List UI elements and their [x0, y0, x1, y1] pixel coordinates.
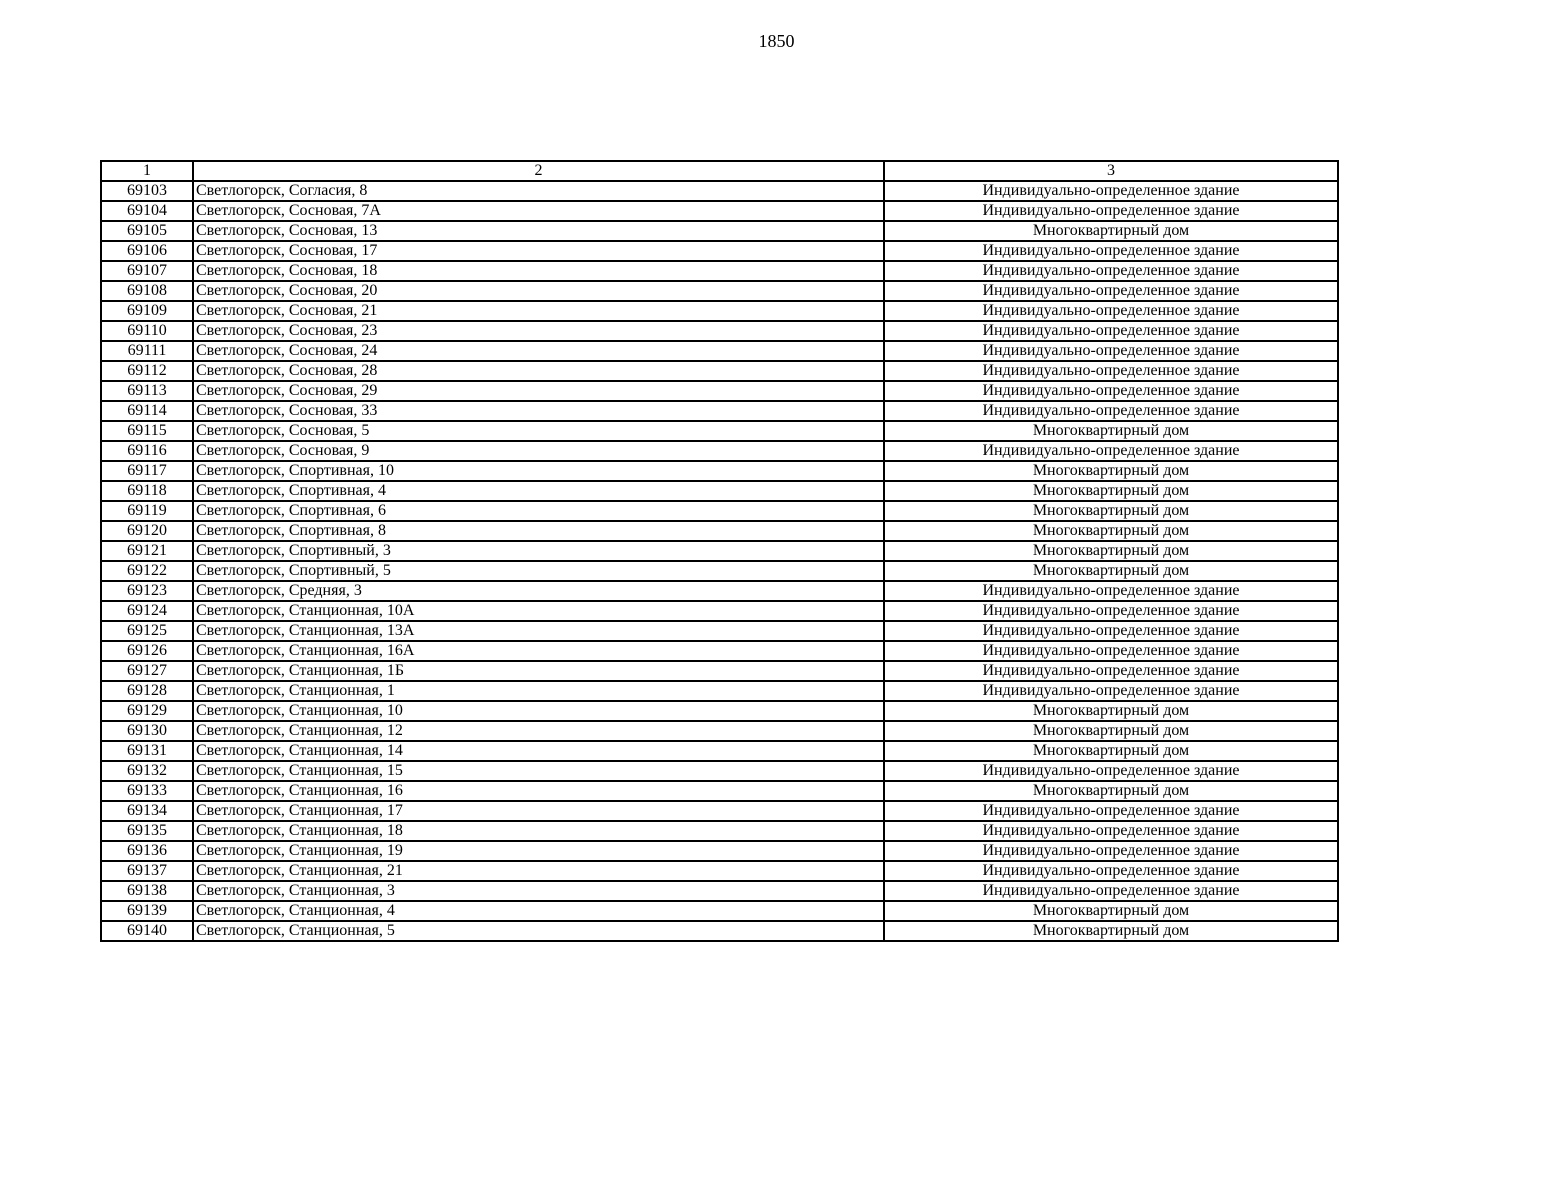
address-cell: Светлогорск, Спортивная, 4 [193, 481, 884, 501]
address-cell: Светлогорск, Станционная, 16А [193, 641, 884, 661]
row-number-cell: 69122 [101, 561, 193, 581]
row-number-cell: 69110 [101, 321, 193, 341]
table-row [101, 521, 1338, 541]
object-type-cell: Многоквартирный дом [884, 481, 1338, 501]
address-cell: Светлогорск, Станционная, 17 [193, 801, 884, 821]
table-row [101, 541, 1338, 561]
address-cell: Светлогорск, Станционная, 1Б [193, 661, 884, 681]
address-cell: Светлогорск, Станционная, 16 [193, 781, 884, 801]
object-type-cell: Многоквартирный дом [884, 741, 1338, 761]
row-number-cell: 69107 [101, 261, 193, 281]
object-type-cell: Индивидуально-определенное здание [884, 861, 1338, 881]
header-cell-1: 1 [101, 161, 193, 181]
address-cell: Светлогорск, Станционная, 13А [193, 621, 884, 641]
object-type-cell: Индивидуально-определенное здание [884, 441, 1338, 461]
row-number-cell: 69105 [101, 221, 193, 241]
object-type-cell: Индивидуально-определенное здание [884, 181, 1338, 201]
object-type-cell: Индивидуально-определенное здание [884, 661, 1338, 681]
address-cell: Светлогорск, Станционная, 14 [193, 741, 884, 761]
object-type-cell: Индивидуально-определенное здание [884, 401, 1338, 421]
address-cell: Светлогорск, Сосновая, 17 [193, 241, 884, 261]
object-type-cell: Индивидуально-определенное здание [884, 681, 1338, 701]
address-cell: Светлогорск, Сосновая, 28 [193, 361, 884, 381]
row-number-cell: 69103 [101, 181, 193, 201]
row-number-cell: 69135 [101, 821, 193, 841]
row-number-cell: 69123 [101, 581, 193, 601]
row-number-cell: 69125 [101, 621, 193, 641]
row-number-cell: 69108 [101, 281, 193, 301]
table-row [101, 461, 1338, 481]
row-number-cell: 69112 [101, 361, 193, 381]
object-type-cell: Многоквартирный дом [884, 221, 1338, 241]
object-type-cell: Индивидуально-определенное здание [884, 361, 1338, 381]
address-cell: Светлогорск, Станционная, 5 [193, 921, 884, 941]
row-number-cell: 69140 [101, 921, 193, 941]
table-row [101, 781, 1338, 801]
row-number-cell: 69137 [101, 861, 193, 881]
table-row [101, 901, 1338, 921]
object-type-cell: Индивидуально-определенное здание [884, 281, 1338, 301]
row-number-cell: 69124 [101, 601, 193, 621]
address-cell: Светлогорск, Сосновая, 29 [193, 381, 884, 401]
address-cell: Светлогорск, Сосновая, 33 [193, 401, 884, 421]
object-type-cell: Многоквартирный дом [884, 421, 1338, 441]
address-cell: Светлогорск, Станционная, 4 [193, 901, 884, 921]
table-row [101, 241, 1338, 261]
row-number-cell: 69132 [101, 761, 193, 781]
registry-table [100, 160, 1339, 942]
table-row [101, 181, 1338, 201]
address-cell: Светлогорск, Спортивный, 3 [193, 541, 884, 561]
address-cell: Светлогорск, Сосновая, 20 [193, 281, 884, 301]
object-type-cell: Индивидуально-определенное здание [884, 241, 1338, 261]
row-number-cell: 69131 [101, 741, 193, 761]
address-cell: Светлогорск, Спортивная, 8 [193, 521, 884, 541]
row-number-cell: 69119 [101, 501, 193, 521]
table-row [101, 921, 1338, 941]
object-type-cell: Индивидуально-определенное здание [884, 201, 1338, 221]
row-number-cell: 69117 [101, 461, 193, 481]
table-row [101, 421, 1338, 441]
address-cell: Светлогорск, Станционная, 10 [193, 701, 884, 721]
address-cell: Светлогорск, Станционная, 15 [193, 761, 884, 781]
table-row [101, 201, 1338, 221]
row-number-cell: 69127 [101, 661, 193, 681]
row-number-cell: 69138 [101, 881, 193, 901]
row-number-cell: 69116 [101, 441, 193, 461]
object-type-cell: Индивидуально-определенное здание [884, 641, 1338, 661]
object-type-cell: Многоквартирный дом [884, 701, 1338, 721]
address-cell: Светлогорск, Сосновая, 13 [193, 221, 884, 241]
object-type-cell: Индивидуально-определенное здание [884, 821, 1338, 841]
table-row [101, 581, 1338, 601]
table-row [101, 881, 1338, 901]
row-number-cell: 69133 [101, 781, 193, 801]
table-row [101, 301, 1338, 321]
object-type-cell: Многоквартирный дом [884, 921, 1338, 941]
object-type-cell: Индивидуально-определенное здание [884, 301, 1338, 321]
table-row [101, 361, 1338, 381]
address-cell: Светлогорск, Станционная, 18 [193, 821, 884, 841]
table-row [101, 861, 1338, 881]
table-row [101, 701, 1338, 721]
address-cell: Светлогорск, Сосновая, 7А [193, 201, 884, 221]
row-number-cell: 69129 [101, 701, 193, 721]
table-header-row [101, 161, 1338, 181]
address-cell: Светлогорск, Спортивная, 10 [193, 461, 884, 481]
address-cell: Светлогорск, Сосновая, 23 [193, 321, 884, 341]
object-type-cell: Индивидуально-определенное здание [884, 761, 1338, 781]
object-type-cell: Многоквартирный дом [884, 521, 1338, 541]
header-cell-3: 3 [884, 161, 1338, 181]
row-number-cell: 69128 [101, 681, 193, 701]
table-row [101, 281, 1338, 301]
row-number-cell: 69134 [101, 801, 193, 821]
object-type-cell: Индивидуально-определенное здание [884, 261, 1338, 281]
header-cell-2: 2 [193, 161, 884, 181]
table-row [101, 261, 1338, 281]
object-type-cell: Индивидуально-определенное здание [884, 621, 1338, 641]
table-row [101, 341, 1338, 361]
object-type-cell: Индивидуально-определенное здание [884, 801, 1338, 821]
table-row [101, 801, 1338, 821]
address-cell: Светлогорск, Станционная, 10А [193, 601, 884, 621]
row-number-cell: 69104 [101, 201, 193, 221]
address-cell: Светлогорск, Сосновая, 21 [193, 301, 884, 321]
row-number-cell: 69113 [101, 381, 193, 401]
object-type-cell: Многоквартирный дом [884, 501, 1338, 521]
table-row [101, 481, 1338, 501]
row-number-cell: 69130 [101, 721, 193, 741]
address-cell: Светлогорск, Станционная, 1 [193, 681, 884, 701]
table-row [101, 721, 1338, 741]
address-cell: Светлогорск, Сосновая, 18 [193, 261, 884, 281]
table-row [101, 501, 1338, 521]
object-type-cell: Многоквартирный дом [884, 901, 1338, 921]
address-cell: Светлогорск, Сосновая, 5 [193, 421, 884, 441]
object-type-cell: Индивидуально-определенное здание [884, 601, 1338, 621]
table-row [101, 821, 1338, 841]
address-cell: Светлогорск, Станционная, 12 [193, 721, 884, 741]
object-type-cell: Индивидуально-определенное здание [884, 341, 1338, 361]
row-number-cell: 69115 [101, 421, 193, 441]
page-number: 1850 [758, 31, 795, 51]
object-type-cell: Многоквартирный дом [884, 541, 1338, 561]
address-cell: Светлогорск, Сосновая, 9 [193, 441, 884, 461]
address-cell: Светлогорск, Станционная, 21 [193, 861, 884, 881]
row-number-cell: 69109 [101, 301, 193, 321]
row-number-cell: 69139 [101, 901, 193, 921]
row-number-cell: 69126 [101, 641, 193, 661]
table-row [101, 561, 1338, 581]
row-number-cell: 69136 [101, 841, 193, 861]
object-type-cell: Многоквартирный дом [884, 561, 1338, 581]
table-row [101, 381, 1338, 401]
table-row [101, 221, 1338, 241]
table-row [101, 401, 1338, 421]
table-row [101, 841, 1338, 861]
object-type-cell: Многоквартирный дом [884, 721, 1338, 741]
table-row [101, 601, 1338, 621]
address-cell: Светлогорск, Спортивная, 6 [193, 501, 884, 521]
object-type-cell: Индивидуально-определенное здание [884, 381, 1338, 401]
row-number-cell: 69120 [101, 521, 193, 541]
address-cell: Светлогорск, Станционная, 19 [193, 841, 884, 861]
object-type-cell: Многоквартирный дом [884, 461, 1338, 481]
table-row [101, 681, 1338, 701]
table-row [101, 741, 1338, 761]
address-cell: Светлогорск, Сосновая, 24 [193, 341, 884, 361]
registry-table-body [101, 161, 1338, 941]
table-row [101, 321, 1338, 341]
row-number-cell: 69106 [101, 241, 193, 261]
object-type-cell: Индивидуально-определенное здание [884, 881, 1338, 901]
table-row [101, 641, 1338, 661]
address-cell: Светлогорск, Спортивный, 5 [193, 561, 884, 581]
object-type-cell: Индивидуально-определенное здание [884, 321, 1338, 341]
row-number-cell: 69114 [101, 401, 193, 421]
object-type-cell: Индивидуально-определенное здание [884, 841, 1338, 861]
row-number-cell: 69121 [101, 541, 193, 561]
address-cell: Светлогорск, Станционная, 3 [193, 881, 884, 901]
address-cell: Светлогорск, Согласия, 8 [193, 181, 884, 201]
table-row [101, 761, 1338, 781]
table-row [101, 441, 1338, 461]
table-row [101, 621, 1338, 641]
table-row [101, 661, 1338, 681]
object-type-cell: Многоквартирный дом [884, 781, 1338, 801]
row-number-cell: 69111 [101, 341, 193, 361]
row-number-cell: 69118 [101, 481, 193, 501]
address-cell: Светлогорск, Средняя, 3 [193, 581, 884, 601]
object-type-cell: Индивидуально-определенное здание [884, 581, 1338, 601]
